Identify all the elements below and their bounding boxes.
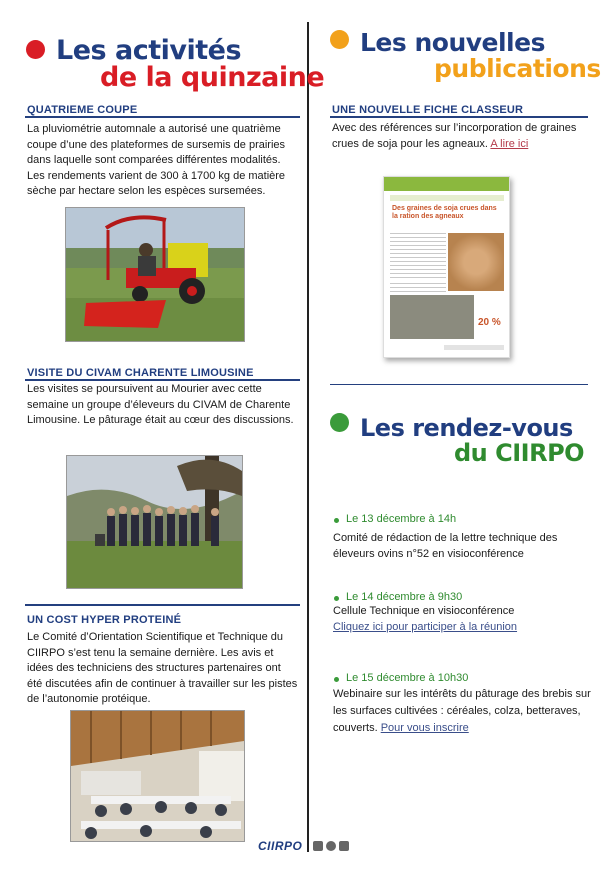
footer-logo: CIIRPO [258,839,303,853]
cover-title: Des graines de soja crues dans la ration des agneaux [392,205,497,220]
facebook-icon[interactable] [326,841,336,851]
publication-body [332,121,588,152]
cover-badge: 20 % [478,317,501,328]
section-rule [25,604,300,606]
publications-heading-line2: publications [434,54,601,83]
activities-heading-line2: de la quinzaine [100,62,325,93]
section-rule [25,116,300,118]
right-column-divider [330,384,588,385]
article-title: VISITE DU CIVAM CHARENTE LIMOUSINE [27,367,254,379]
publication-text: Avec des références sur l’incorporation de graines crues de soja pour les agneaux. [332,122,577,150]
orange-dot-icon [330,30,349,49]
article-title: UN COST HYPER PROTEINÉ [27,614,182,626]
red-dot-icon [26,40,45,59]
article-body: Les visites se poursuivent au Mourier avec cette semaine un groupe d’éleveurs du CIVAM de Charente Limousine. Le pâturage était au cœur des discussions. [27,383,294,426]
rdv-heading-line2: du CIIRPO [454,439,585,467]
article-body: Le Comité d’Orientation Scientifique et Technique du CIIRPO s’est tenu la semaine dernière. Les avis et idées des techniciens des structures partenaires ont été discutées afin de continuer à travailler sur les pistes de l’autonomie protéique. [27,631,298,705]
article-body: La pluviométrie automnale a autorisé une quatrième coupe d’une des plateformes de sursemis de prairies dans laquelle sont comparées différentes modalités. Les rendements varient de 300 à 1700 kg de matière sèche par hectare selon les espèces sursemées. [27,123,286,197]
mower-photo [65,207,245,342]
join-meeting-link[interactable]: Cliquez ici pour participer à la réunion [333,621,518,633]
publication-title: UNE NOUVELLE FICHE CLASSEUR [332,104,524,116]
activities-heading-line1: Les activités [56,35,242,66]
event-date: Le 13 décembre à 14h [346,513,457,525]
event-date: Le 14 décembre à 9h30 [346,591,463,603]
event-text: Cellule Technique en visioconférence [333,605,515,617]
event-text: Webinaire sur les intérêts du pâturage des brebis sur les surfaces cultivées : céréales, colza, betteraves, couverts. [333,688,591,734]
visit-group-photo [66,455,243,589]
column-divider [307,22,309,852]
event-bullet-icon [334,596,339,601]
event-join-link[interactable] [333,620,595,636]
event-bullet-icon [334,518,339,523]
meeting-room-photo [70,710,245,842]
website-icon[interactable] [313,841,323,851]
linkedin-icon[interactable] [339,841,349,851]
publications-heading-line1: Les nouvelles [360,28,545,57]
article-title: QUATRIEME COUPE [27,104,138,116]
publication-cover[interactable] [383,176,510,358]
social-icons [313,841,349,851]
green-dot-icon [330,413,349,432]
section-rule [25,379,300,381]
register-link[interactable]: Pour vous inscrire [380,722,469,734]
read-here-link[interactable]: A lire ici [490,137,529,150]
event-bullet-icon [334,677,339,682]
event-text: Comité de rédaction de la lettre technique des éleveurs ovins n°52 en visioconférence [333,532,558,560]
event-date: Le 15 décembre à 10h30 [346,672,469,684]
rdv-heading-line1: Les rendez-vous [360,414,573,442]
event-text-block [333,686,595,737]
section-rule [330,116,588,118]
